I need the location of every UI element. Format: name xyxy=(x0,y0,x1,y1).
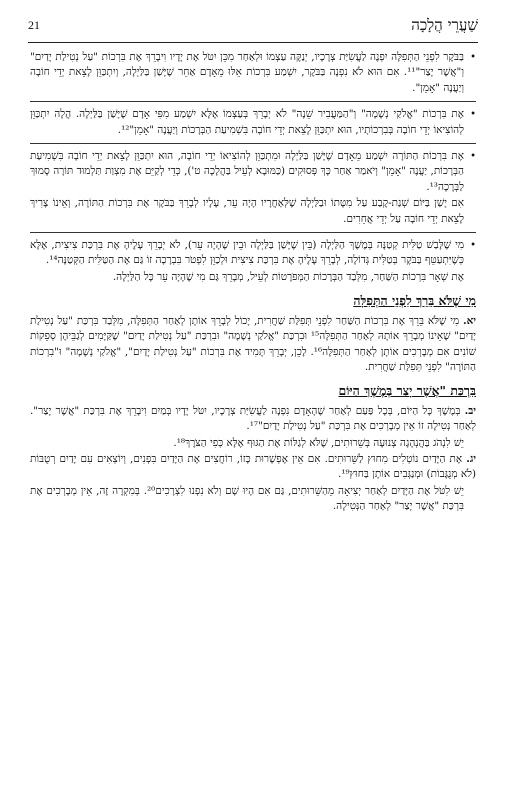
paragraph-text: בְּמֶשֶׁךְ כָּל הַיּוֹם, בְּכָל פַּעַם לְאַחַר שֶׁהָאָדָם נִפְנָה לַעֲשִׂיַּת צְרָכָיו, יִטֹּל יָדָיו בְּמַיִם וִיבָרֵךְ אֶת בִּרְכַּת "אֲשֶׁר יָצַר". לְאַחַר נְטִילָה זוֹ אֵין מְבָרְכִים אֶת בִּרְכַּת "עַל נְטִילַת יָדַיִם"¹⁷. xyxy=(30,404,476,433)
paragraph-number: יא. xyxy=(463,314,477,327)
header-rule xyxy=(28,42,478,43)
separator-line xyxy=(30,101,476,102)
paragraph: אֶת שְׁאָר בִּרְכוֹת הַשַּׁחַר, מִלְּבַד הַבְּרָכוֹת הַמְּפֹרָטוֹת לְעֵיל, מְבָרֵךְ גַּם מִי שֶׁהָיָה עֵר כָּל הַלַּיְלָה. xyxy=(112,270,464,283)
section-heading: בִּרְכַּת "אֲשֶׁר יָצַר בְּמֶשֶׁךְ הַיּוֹם xyxy=(338,383,476,399)
paragraph-number: יג. xyxy=(466,452,476,465)
paragraph: יֵשׁ לִנְהֹג בַּהֲנְהָגָה צְנוּעָה בְּשֵׁרוּתִים, שֶׁלֹּא לְגַלּוֹת אֶת הַגּוּף אֶלָּא כְּפִי הַצֹּרֶךְ¹⁸. xyxy=(173,436,464,449)
paragraph: יֵשׁ לִטֹּל אֶת הַיָּדַיִם לְאַחַר יְצִיאָה מֵהַשֵּׁרוּתִים, גַּם אִם הָיוּ שָׁם וְלֹא נִפְנוּ לִצְרָכִים²⁰. בְּמִקְרֶה זֶה, אֵין מְבָרְכִים אֶת בִּרְכַּת "אֲשֶׁר יָצַר" לְאַחַר הַנְּטִילָה. xyxy=(30,484,464,513)
numbered-paragraph xyxy=(30,314,476,376)
paragraph: אִם יָשַׁן בַּיּוֹם שְׁנַת-קֶבַע עַל מִטָּתוֹ וּבַלַּיְלָה שֶׁלְּאַחֲרָיו הָיָה עֵר, עָלָיו לְבָרֵךְ בַּבֹּקֶר אֶת בִּרְכוֹת הַתּוֹרָה, וְאֵינוֹ צָרִיךְ לָצֵאת יְדֵי חוֹבָה עַל יְדֵי אֲחֵרִים. xyxy=(30,197,464,225)
paragraph-text: אֶת הַיָּדַיִם נוֹטְלִים מִחוּץ לַשֵּׁרוּתִים. אִם אֵין אֶפְשָׁרוּת כָּזוֹ, רוֹחֲצִים אֶת הַיָּדַיִם בִּפְנִים, וְיוֹצְאִים עִם יָדַיִם רְטֻבּוֹת (לֹא מְנֻגָּבוֹת) וּמְנַגְּבִים אוֹתָן בַּחוּץ¹⁹. xyxy=(30,452,476,481)
paragraph-bullet: • אֶת בִּרְכוֹת "אֱלֹקַי נְשָׁמָה" וְ"הַמַּעֲבִיר שֵׁנָה" לֹא יְבָרֵךְ בְּעַצְמוֹ אֶלָּא יִשְׁמַע מִפִּי אָדָם שֶׁיָּשַׁן בַּלַּיְלָה. הֲלָה יִתְכַּוֵּן לְהוֹצִיאוֹ יְדֵי חוֹבָה בְּבִרְכוֹתָיו, הוּא יִתְכַּוֵּן לָצֵאת יְדֵי חוֹבָה בִּשְׁמִיעַת הַבְּרָכוֹת וְיַעֲנֶה "אָמֵן"¹². xyxy=(30,107,476,138)
numbered-paragraph xyxy=(30,452,476,483)
paragraph-bullet: • אֶת בִּרְכוֹת הַתּוֹרָה יִשְׁמַע מֵאָדָם שֶׁיָּשַׁן בַּלַּיְלָה וּמִתְכַּוֵּן לְהוֹצִיאוֹ יְדֵי חוֹבָה, הוּא יִתְכַּוֵּן לָצֵאת יְדֵי חוֹבָה בִּשְׁמִיעַת הַבְּרָכוֹת, יַעֲנֶה "אָמֵן" וְיֹאמַר אַחַר כָּךְ פְּסוּקִים (כַּמּוּבָא לְעֵיל בַּהֲלָכָה ט'), כְּדֵי לְקַיֵּם אֶת מִצְוַת תַּלְמוּד תּוֹרָה סָמוּךְ לַבְּרָכָה¹³. xyxy=(30,149,476,195)
paragraph-bullet: • מִי שֶׁלָּבַשׁ טַלִּית קְטַנָּה בְּמֶשֶׁךְ הַלַּיְלָה (בֵּין שֶׁיָּשַׁן בַּלַּיְלָה וּבֵין שֶׁהָיָה עֵר), לֹא יְבָרֵךְ עָלֶיהָ אֶת בִּרְכַּת צִיצִית, אֶלָּא כְּשֶׁיִּתְעַטֵּף בַּבֹּקֶר בְּטַלִּית גְּדוֹלָה, לְבָרֵךְ עָלֶיהָ אֶת בִּרְכַּת צִיצִית וּלְכַוֵּן לִפְטֹר בִּבְרָכָה זוֹ גַּם אֶת הַטַּלִּית הַקְּטַנָּה¹⁴. xyxy=(30,238,476,269)
running-title: שַׁעֲרֵי הֲלָכָה xyxy=(411,16,478,34)
separator-line xyxy=(30,143,476,144)
paragraph-bullet: • בַּבֹּקֶר לִפְנֵי הַתְּפִלָּה יִפְנֶה לַעֲשִׂיַּת צְרָכָיו, יְנַקֶּה עַצְמוֹ וּלְאַחַר מִכֵּן יִטֹּל אֶת יָדָיו וִיבָרֵךְ אֶת בִּרְכוֹת "עַל נְטִילַת יָדַיִם" וְ"אֲשֶׁר יָצַר"¹¹. אִם הוּא לֹא נִפְנָה בַּבֹּקֶר, יִשְׁמַע בִּרְכוֹת אֵלּוּ מֵאָדָם אַחֵר שֶׁיָּשַׁן בַּלַּיְלָה, וְיִתְכַּוֵּן לָצֵאת יְדֵי חוֹבָה וְיַעֲנֶה "אָמֵן". xyxy=(30,50,476,96)
page-body xyxy=(30,50,476,516)
page-header xyxy=(28,16,478,40)
numbered-paragraph xyxy=(30,404,476,435)
page-number: 21 xyxy=(28,18,40,32)
paragraph-number: יב. xyxy=(464,404,476,417)
paragraph-text: מִי שֶׁלֹּא בֵּרֵךְ אֶת בִּרְכוֹת הַשַּׁחַר לִפְנֵי תְּפִלַּת שַׁחֲרִית, יָכוֹל לְבָרֵךְ אוֹתָן לְאַחַר הַתְּפִלָּה, מִלְּבַד בִּרְכַּת "עַל נְטִילַת יָדַיִם" שֶׁאֵינוֹ מְבָרֵךְ אוֹתָהּ לְאַחַר הַתְּפִלָּה¹⁵ וּבִרְכַּת "אֱלֹקַי נְשָׁמָה" וּבִרְכַּת "עַל נְטִילַת יָדַיִם" שֶׁקַּיָּמִים לְגַבֵּיהֶן סְפֵקוֹת שׁוֹנִים אִם מְבָרְכִים אוֹתָן לְאַחַר הַתְּפִלָּה¹⁶. לָכֵן, יְבָרֵךְ תָּמִיד אֶת בִּרְכוֹת "עַל נְטִילַת יָדַיִם", "אֱלֹקַי נְשָׁמָה" וּ"בִרְכוֹת הַתּוֹרָה" לִפְנֵי תְּפִלַּת שַׁחֲרִית. xyxy=(30,314,476,373)
separator-line xyxy=(30,232,476,233)
section-heading: מִי שֶׁלֹּא בֵּרֵךְ לִפְנֵי הַתְּפִלָּה xyxy=(353,293,476,309)
